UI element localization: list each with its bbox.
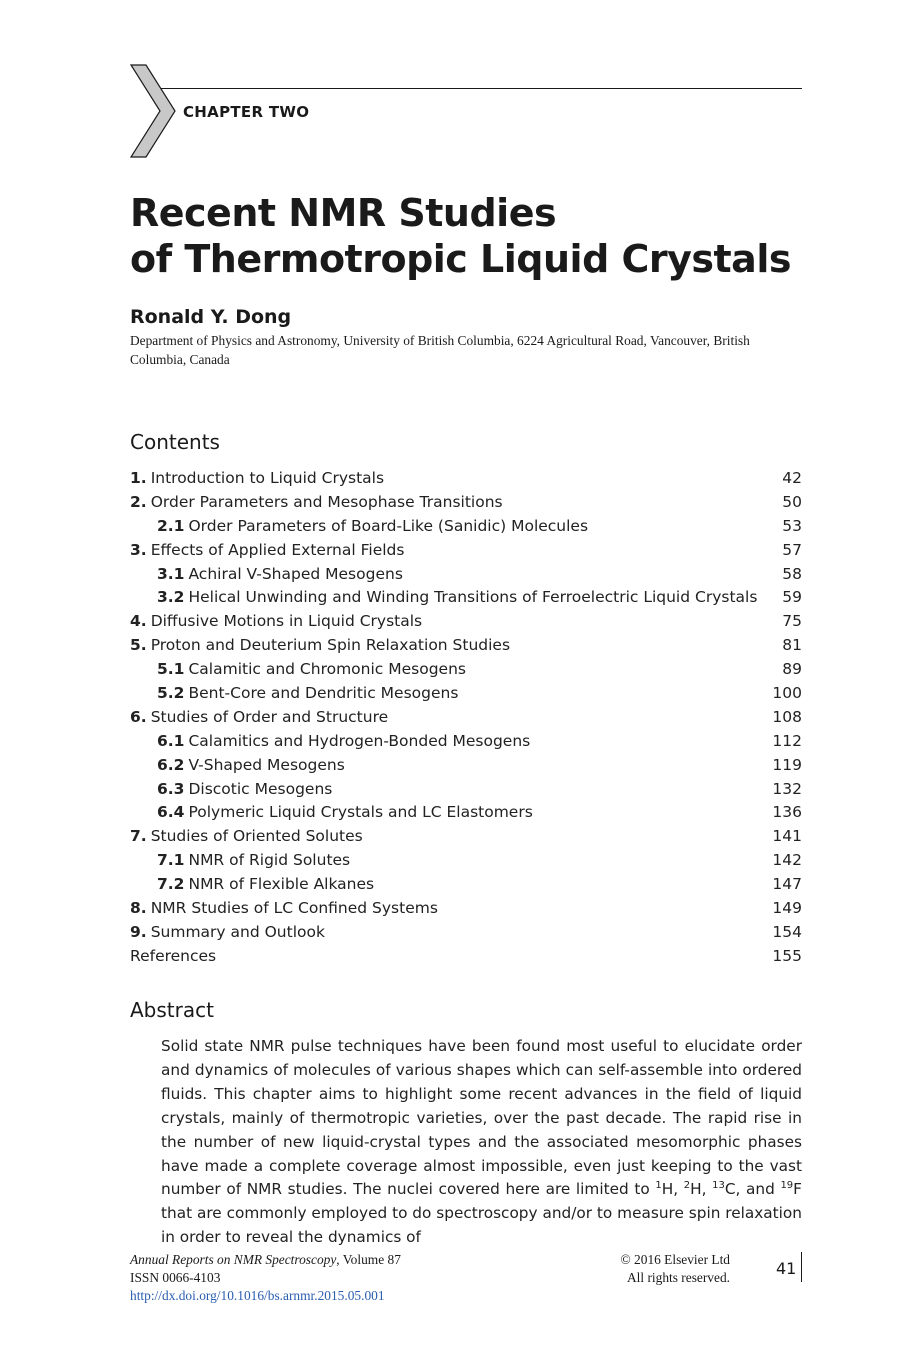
abstract-text-before: Solid state NMR pulse techniques have been found most useful to elucidate order and dynamics of molecules of various shapes which can self-assemble into ordered fluids. This chapter aims to highlight some recent advances in the field of liquid crystals, mainly of thermotropic varieties, over the past decade. The rapid rise in the number of new liquid-crystal types and the associated mesomorphic phases have made a complete coverage almost impossible, even just keeping to the vast number of NMR studies. The nuclei covered here are limited to bbox=[161, 1037, 802, 1199]
toc-entry-number: 6.2 bbox=[157, 755, 185, 774]
toc-entry[interactable] bbox=[130, 921, 802, 945]
toc-entry-number: 2.1 bbox=[157, 516, 185, 535]
nuclei-list bbox=[655, 1180, 802, 1198]
toc-entry-number: 3. bbox=[130, 540, 147, 559]
toc-entry[interactable] bbox=[130, 563, 802, 587]
contents-heading: Contents bbox=[130, 430, 220, 454]
toc-entry-page: 53 bbox=[782, 516, 802, 535]
toc-entry-page: 136 bbox=[772, 803, 802, 822]
toc-entry-label: References bbox=[130, 946, 217, 965]
toc-entry-label: Studies of Oriented Solutes bbox=[150, 827, 363, 846]
chapter-header-rule bbox=[154, 88, 802, 89]
nucleus-symbol: H bbox=[661, 1180, 674, 1199]
toc-entry-number: 6.3 bbox=[157, 779, 185, 798]
toc-entry[interactable] bbox=[130, 873, 802, 897]
doi-link[interactable]: http://dx.doi.org/10.1016/bs.arnmr.2015.05.001 bbox=[130, 1288, 385, 1303]
footer-issn: ISSN 0066-4103 bbox=[130, 1270, 221, 1285]
toc-entry-page: 89 bbox=[782, 660, 802, 679]
abstract-text bbox=[161, 1035, 802, 1250]
toc-entry-number: 7.1 bbox=[157, 851, 185, 870]
toc-entry-label: Bent-Core and Dendritic Mesogens bbox=[188, 684, 459, 703]
nucleus-mass-number: 13 bbox=[712, 1180, 725, 1192]
footer-journal: Annual Reports on NMR Spectroscopy bbox=[130, 1252, 337, 1267]
toc-entry-number: 3.2 bbox=[157, 588, 185, 607]
nucleus-symbol: C bbox=[724, 1180, 736, 1199]
toc-entry-label: Effects of Applied External Fields bbox=[150, 540, 405, 559]
toc-entry-page: 155 bbox=[772, 946, 802, 965]
toc-entry[interactable] bbox=[130, 778, 802, 802]
toc-entry[interactable] bbox=[130, 754, 802, 778]
toc-entry-page: 50 bbox=[782, 492, 802, 511]
toc-entry-number: 7.2 bbox=[157, 875, 185, 894]
toc-entry[interactable] bbox=[130, 682, 802, 706]
toc-entry[interactable] bbox=[130, 825, 802, 849]
toc-entry-number: 8. bbox=[130, 899, 147, 918]
toc-entry-number: 4. bbox=[130, 612, 147, 631]
toc-entry-label: Introduction to Liquid Crystals bbox=[150, 469, 385, 487]
toc-entry-number: 6.4 bbox=[157, 803, 185, 822]
author-name: Ronald Y. Dong bbox=[130, 306, 292, 328]
toc-entry-page: 81 bbox=[782, 636, 802, 655]
nucleus-symbol: H bbox=[690, 1180, 702, 1199]
toc-entry-label: Calamitic and Chromonic Mesogens bbox=[188, 660, 466, 679]
abstract-heading: Abstract bbox=[130, 998, 214, 1022]
footer-copyright bbox=[575, 1251, 730, 1287]
toc-entry-label: NMR of Flexible Alkanes bbox=[188, 875, 375, 894]
toc-entry-page: 149 bbox=[772, 899, 802, 918]
chapter-title-line-2: of Thermotropic Liquid Crystals bbox=[130, 237, 791, 281]
toc-entry-page: 42 bbox=[782, 469, 802, 487]
chapter-chevron-icon bbox=[130, 64, 176, 158]
toc-entry-label: Diffusive Motions in Liquid Crystals bbox=[150, 612, 423, 631]
toc-entry-label: Proton and Deuterium Spin Relaxation Studies bbox=[150, 636, 511, 655]
toc-entry-page: 119 bbox=[772, 755, 802, 774]
toc-entry-page: 59 bbox=[782, 588, 802, 607]
toc-entry-label: Summary and Outlook bbox=[150, 922, 325, 941]
footer-journal-line bbox=[130, 1251, 401, 1269]
footer-volume: , Volume 87 bbox=[336, 1252, 401, 1267]
toc-entry-number: 3.1 bbox=[157, 564, 185, 583]
toc-entry[interactable] bbox=[130, 849, 802, 873]
toc-entry[interactable] bbox=[130, 945, 802, 969]
chapter-label: CHAPTER TWO bbox=[183, 103, 310, 121]
page-number: 41 bbox=[776, 1259, 797, 1278]
nucleus-mass-number: 1 bbox=[655, 1180, 662, 1192]
toc-entry-label: Achiral V-Shaped Mesogens bbox=[188, 564, 403, 583]
toc-entry-number: 1. bbox=[130, 469, 147, 487]
chapter-title-line-1: Recent NMR Studies bbox=[130, 191, 557, 235]
toc-entry[interactable] bbox=[130, 491, 802, 515]
nucleus-symbol: F bbox=[793, 1180, 802, 1199]
toc-entry-page: 147 bbox=[772, 875, 802, 894]
toc-entry[interactable] bbox=[130, 467, 802, 491]
copyright-line: © 2016 Elsevier Ltd bbox=[620, 1252, 730, 1267]
toc-entry-label: NMR Studies of LC Confined Systems bbox=[150, 899, 438, 918]
chapter-title bbox=[130, 190, 791, 282]
toc-entry-number: 7. bbox=[130, 827, 147, 846]
toc-entry-number: 6. bbox=[130, 707, 147, 726]
toc-entry-page: 57 bbox=[782, 540, 802, 559]
nucleus-mass-number: 19 bbox=[780, 1180, 794, 1192]
toc-entry-label: Order Parameters of Board-Like (Sanidic) Molecules bbox=[188, 516, 589, 535]
rights-line: All rights reserved. bbox=[626, 1270, 730, 1285]
toc-entry[interactable] bbox=[130, 897, 802, 921]
abstract-text-after: that are commonly employed to do spectroscopy and/or to measure spin relaxation in order to reveal the dynamics of bbox=[161, 1204, 802, 1247]
toc-entry-number: 5.2 bbox=[157, 684, 185, 703]
toc-entry-label: Helical Unwinding and Winding Transitions of Ferroelectric Liquid Crystals bbox=[188, 588, 758, 607]
toc-entry-number: 5. bbox=[130, 636, 147, 655]
toc-entry-page: 142 bbox=[772, 851, 802, 870]
toc-entry[interactable] bbox=[130, 515, 802, 539]
nucleus-separator: , bbox=[673, 1180, 684, 1199]
nucleus-separator: , and bbox=[735, 1180, 781, 1199]
toc-entry[interactable] bbox=[130, 610, 802, 634]
toc-entry[interactable] bbox=[130, 658, 802, 682]
author-affiliation: Department of Physics and Astronomy, University of British Columbia, 6224 Agricultural Road, Vancouver, British Columbia, Canada bbox=[130, 333, 750, 367]
footer-citation bbox=[130, 1251, 401, 1305]
toc-entry-page: 108 bbox=[772, 707, 802, 726]
nucleus-mass-number: 2 bbox=[683, 1180, 691, 1192]
toc-entry-number: 2. bbox=[130, 492, 147, 511]
toc-entry-page: 100 bbox=[772, 684, 802, 703]
toc-entry-page: 154 bbox=[772, 922, 802, 941]
toc-entry-number: 9. bbox=[130, 922, 147, 941]
table-of-contents bbox=[130, 467, 802, 969]
toc-entry-page: 75 bbox=[782, 612, 802, 631]
toc-entry[interactable] bbox=[130, 801, 802, 825]
toc-entry-label: Order Parameters and Mesophase Transitions bbox=[150, 492, 503, 511]
toc-entry-number: 6.1 bbox=[157, 731, 185, 750]
toc-entry-label: Studies of Order and Structure bbox=[150, 707, 389, 726]
toc-entry-page: 132 bbox=[772, 779, 802, 798]
toc-entry[interactable] bbox=[130, 634, 802, 658]
toc-entry-page: 112 bbox=[772, 731, 802, 750]
toc-entry[interactable] bbox=[130, 539, 802, 563]
toc-entry-label: NMR of Rigid Solutes bbox=[188, 851, 351, 870]
toc-entry[interactable] bbox=[130, 730, 802, 754]
toc-entry[interactable] bbox=[130, 706, 802, 730]
toc-entry-page: 58 bbox=[782, 564, 802, 583]
nucleus-separator: , bbox=[701, 1180, 713, 1199]
toc-entry-number: 5.1 bbox=[157, 660, 185, 679]
toc-entry-label: Polymeric Liquid Crystals and LC Elastomers bbox=[188, 803, 533, 822]
page-number-rule bbox=[801, 1252, 802, 1282]
toc-entry-label: Calamitics and Hydrogen-Bonded Mesogens bbox=[188, 731, 531, 750]
toc-entry-page: 141 bbox=[772, 827, 802, 846]
toc-entry[interactable] bbox=[130, 586, 802, 610]
toc-entry-label: Discotic Mesogens bbox=[188, 779, 333, 798]
toc-entry-label: V-Shaped Mesogens bbox=[188, 755, 345, 774]
